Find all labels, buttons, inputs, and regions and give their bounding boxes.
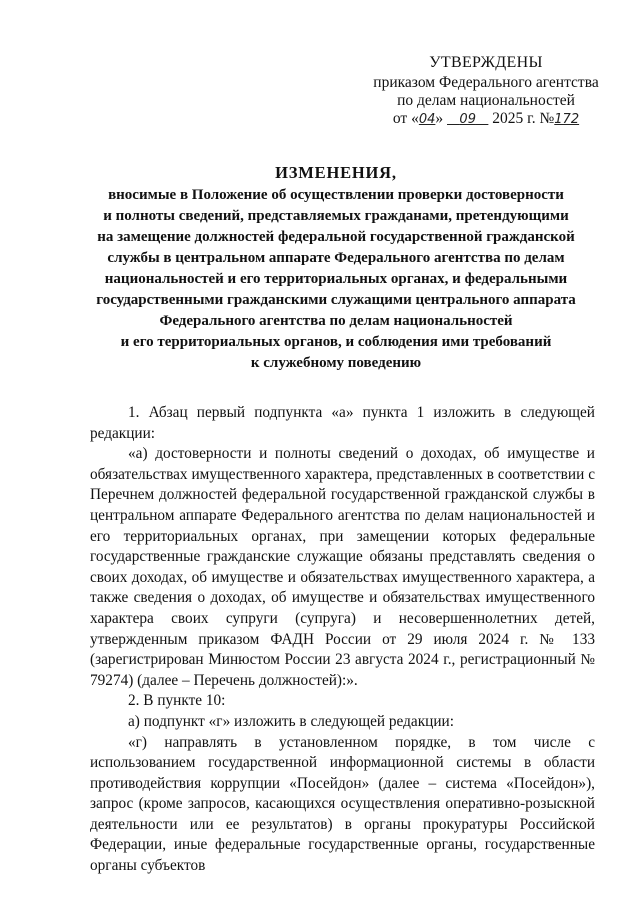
approval-title: УТВЕРЖДЕНЫ bbox=[429, 54, 543, 71]
paragraph-3: 2. В пункте 10: bbox=[128, 692, 226, 710]
title-line: государственными гражданскими служащими центрального аппарата bbox=[96, 292, 576, 308]
title-line: и полноты сведений, представляемых гражданами, претендующими bbox=[103, 208, 569, 224]
paragraph-4: а) подпункт «г» изложить в следующей редакции: bbox=[128, 712, 454, 730]
title-line: вносимые в Положение об осуществлении проверки достоверности bbox=[108, 187, 564, 203]
paragraph-1-continuation: редакции: bbox=[90, 424, 156, 442]
title-line: на замещение должностей федеральной государственной гражданской bbox=[97, 229, 575, 245]
date-year: 2025 г. № bbox=[492, 110, 555, 127]
date-mid: » bbox=[435, 110, 444, 127]
title-line: национальностей и его территориальных органах, и федеральными bbox=[104, 271, 568, 287]
title-heading: ИЗМЕНЕНИЯ, bbox=[275, 163, 397, 182]
date-prefix: от « bbox=[392, 110, 419, 127]
title-line: Федерального агентства по делам национальностей bbox=[159, 313, 513, 329]
approval-agency-line: по делам национальностей bbox=[397, 92, 575, 109]
approval-stamp bbox=[352, 54, 620, 129]
paragraph-5: «г) направлять в установленном порядке, в том числе с использованием государственной информационной системы в области противодействия коррупции «Посейдон» (далее – система «Посейдон»), запрос (кроме запросов, касающихся осуществления оперативно-розыскной деятельности или ее результатов) в органы прокуратуры Российской Федерации, иные федеральные государственные органы, государственные органы субъектов bbox=[90, 733, 595, 875]
date-month: 09 bbox=[459, 112, 476, 127]
title-line: и его территориальных органов, и соблюдения ими требований bbox=[120, 334, 552, 350]
title-line: к служебному поведению bbox=[250, 355, 422, 371]
order-number: 172 bbox=[554, 112, 580, 127]
document-body bbox=[90, 403, 595, 877]
paragraph-2: «а) достоверности и полноты сведений о доходах, об имуществе и обязательствах имущественного характера, представленных в соответствии с Перечнем должностей федеральной государственной гражданской службы в центральном аппарате Федерального агентства по делам национальностей и его территориальных органах, при замещении которых федеральные государственные гражданские служащие обязаны представлять сведения о своих доходах, об имуществе и обязательствах имущественного характера, а также сведения о доходах, об имуществе и обязательствах имущественного характера своих супруги (супруга) и несовершеннолетних детей, утвержденным приказом ФАДН России от 29 июля 2024 г. № 133 (зарегистрирован Минюстом России 23 августа 2024 г., регистрационный № 79274) (далее – Перечень должностей):». bbox=[90, 445, 595, 689]
approval-order-line: приказом Федерального агентства bbox=[373, 74, 599, 91]
approval-date-line bbox=[352, 110, 620, 129]
date-day: 04 bbox=[418, 112, 436, 127]
paragraph-1: 1. Абзац первый подпункта «а» пункта 1 изложить в следующей bbox=[128, 404, 595, 421]
title-line: службы в центральном аппарате Федерального агентства по делам bbox=[107, 250, 565, 266]
document-title bbox=[70, 162, 602, 374]
